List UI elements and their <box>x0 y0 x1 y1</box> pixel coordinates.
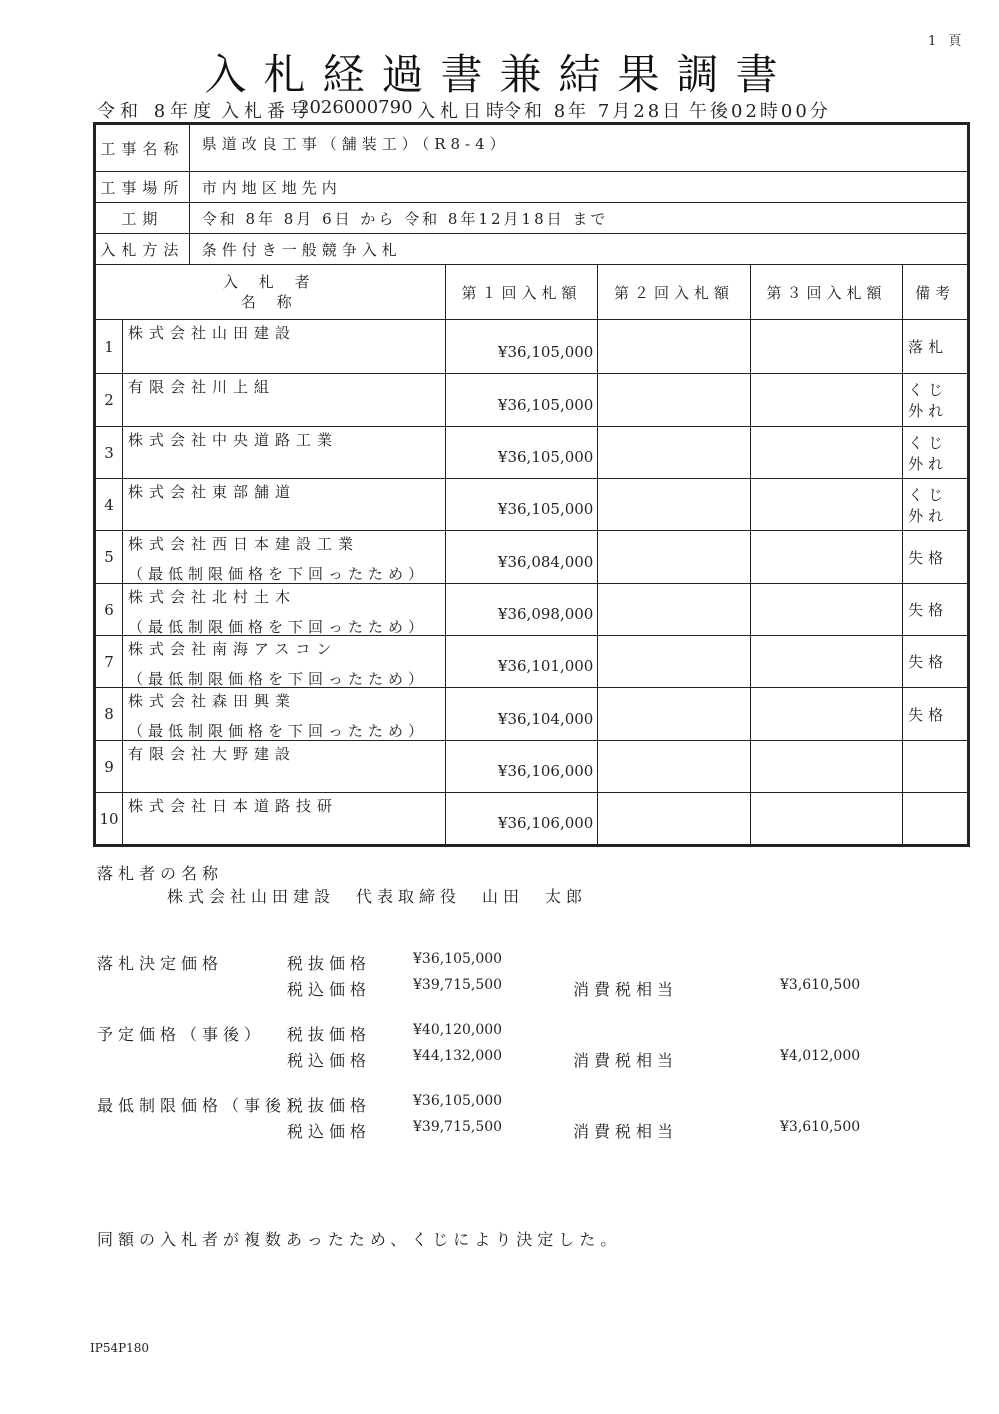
row-number: 5 <box>95 531 123 584</box>
tax-included-value: ¥44,132,000 <box>413 1048 503 1064</box>
remark <box>903 793 969 846</box>
round3-header: 第３回入札額 <box>750 265 902 320</box>
table-row <box>95 427 969 479</box>
round1-amount: ¥36,084,000 <box>445 531 598 584</box>
round1-amount: ¥36,105,000 <box>445 374 598 427</box>
round2-amount <box>598 741 750 793</box>
bidder-name: 株式会社東部舗道 <box>127 483 296 501</box>
meta-value: 県道改良工事（舗装工）（R8-4） <box>189 124 968 172</box>
remark: 落札 <box>903 320 969 374</box>
round2-amount <box>598 688 750 741</box>
page-number: 1 頁 <box>928 34 966 49</box>
remark: 失格 <box>903 531 969 584</box>
tax-excluded-label: 税抜価格 <box>287 1096 372 1115</box>
meta-value: 市内地区地先内 <box>189 172 968 203</box>
round1-amount: ¥36,098,000 <box>445 584 598 636</box>
bidder-name: 株式会社山田建設 <box>127 324 296 342</box>
row-number: 4 <box>95 479 123 531</box>
meta-row-period <box>95 203 969 234</box>
row-number: 8 <box>95 688 123 741</box>
bid-number: 2026000790 <box>298 97 413 118</box>
table-row <box>95 688 969 741</box>
table-row <box>95 741 969 793</box>
meta-label: 入札方法 <box>95 234 190 265</box>
bidder-header <box>95 265 446 320</box>
round3-amount <box>750 741 902 793</box>
page-title: 入札経過書兼結果調書 <box>204 50 795 99</box>
meta-label: 工事場所 <box>95 172 190 203</box>
bidder-header-line1: 入 札 者 <box>223 273 318 291</box>
consumption-tax-value: ¥3,610,500 <box>780 1119 861 1135</box>
bidder-name: 株式会社中央道路工業 <box>127 431 338 449</box>
table-row <box>95 479 969 531</box>
round1-header: 第１回入札額 <box>445 265 598 320</box>
tax-included-label: 税込価格 <box>287 1122 372 1141</box>
round1-amount: ¥36,106,000 <box>445 741 598 793</box>
round3-amount <box>750 320 902 374</box>
bidder-note: （最低制限価格を下回ったため） <box>127 618 428 636</box>
row-number: 10 <box>95 793 123 846</box>
fiscal-year: 令和 8年度 <box>97 101 217 122</box>
round2-amount <box>598 793 750 846</box>
row-number: 3 <box>95 427 123 479</box>
bid-date: 令和 8年 7月28日 <box>503 101 684 122</box>
round3-amount <box>750 531 902 584</box>
row-number: 7 <box>95 636 123 688</box>
row-number: 2 <box>95 374 123 427</box>
bidder-name: 有限会社川上組 <box>127 378 275 396</box>
bidder-name-cell <box>122 688 445 741</box>
round2-amount <box>598 374 750 427</box>
round3-amount <box>750 479 902 531</box>
round1-amount: ¥36,105,000 <box>445 427 598 479</box>
bidder-name-cell <box>122 479 445 531</box>
table-row <box>95 320 969 374</box>
bid-result-table <box>93 122 970 847</box>
bidder-name: 株式会社北村土木 <box>127 588 296 606</box>
price-block-label: 予定価格（事後） <box>97 1025 266 1044</box>
remark: くじ外れ <box>903 427 969 479</box>
table-row <box>95 531 969 584</box>
bid-date-label: 入札日時 <box>417 101 509 122</box>
round3-amount <box>750 584 902 636</box>
remark: 失格 <box>903 636 969 688</box>
round2-amount <box>598 427 750 479</box>
row-number: 1 <box>95 320 123 374</box>
tax-included-label: 税込価格 <box>287 980 372 999</box>
tax-included-value: ¥39,715,500 <box>413 977 503 993</box>
bidder-name-cell <box>122 636 445 688</box>
remark: くじ外れ <box>903 374 969 427</box>
round2-amount <box>598 636 750 688</box>
row-number: 6 <box>95 584 123 636</box>
bidder-name-cell <box>122 531 445 584</box>
table-row <box>95 584 969 636</box>
round1-amount: ¥36,106,000 <box>445 793 598 846</box>
bid-number-label: 入札番号 <box>221 101 313 122</box>
bid-time: 午後02時00分 <box>689 101 831 122</box>
bidder-name-cell <box>122 793 445 846</box>
bidder-name-cell <box>122 320 445 374</box>
bidder-name: 株式会社森田興業 <box>127 692 296 710</box>
round1-amount: ¥36,104,000 <box>445 688 598 741</box>
remark <box>903 741 969 793</box>
consumption-tax-label: 消費税相当 <box>573 1051 679 1070</box>
tax-included-value: ¥39,715,500 <box>413 1119 503 1135</box>
bidder-name-cell <box>122 427 445 479</box>
meta-row-location <box>95 172 969 203</box>
round1-amount: ¥36,101,000 <box>445 636 598 688</box>
round2-amount <box>598 479 750 531</box>
tax-excluded-label: 税抜価格 <box>287 1025 372 1044</box>
consumption-tax-value: ¥3,610,500 <box>780 977 861 993</box>
row-number: 9 <box>95 741 123 793</box>
meta-row-method <box>95 234 969 265</box>
table-row <box>95 374 969 427</box>
consumption-tax-value: ¥4,012,000 <box>780 1048 861 1064</box>
round2-amount <box>598 320 750 374</box>
remark: 失格 <box>903 688 969 741</box>
bidder-name: 有限会社大野建設 <box>127 745 296 763</box>
bidder-note: （最低制限価格を下回ったため） <box>127 670 428 688</box>
consumption-tax-label: 消費税相当 <box>573 980 679 999</box>
table-row <box>95 793 969 846</box>
tax-excluded-value: ¥36,105,000 <box>413 1093 503 1109</box>
round3-amount <box>750 374 902 427</box>
round1-amount: ¥36,105,000 <box>445 320 598 374</box>
remark: くじ外れ <box>903 479 969 531</box>
meta-label: 工事名称 <box>95 124 190 172</box>
meta-value: 令和 8年 8月 6日 から 令和 8年12月18日 まで <box>189 203 968 234</box>
meta-row-project <box>95 124 969 172</box>
table-header-row <box>95 265 969 320</box>
meta-label: 工期 <box>95 203 190 234</box>
round3-amount <box>750 427 902 479</box>
remark: 失格 <box>903 584 969 636</box>
price-block-label: 最低制限価格（事後） <box>97 1096 308 1115</box>
tax-included-label: 税込価格 <box>287 1051 372 1070</box>
remarks-header: 備考 <box>903 265 969 320</box>
bidder-name: 株式会社日本道路技研 <box>127 797 338 815</box>
bidder-name-cell <box>122 741 445 793</box>
form-code: IP54P180 <box>90 1341 150 1355</box>
price-block-label: 落札決定価格 <box>97 954 224 973</box>
bidder-name-cell <box>122 584 445 636</box>
round1-amount: ¥36,105,000 <box>445 479 598 531</box>
bidder-note: （最低制限価格を下回ったため） <box>127 565 428 583</box>
bidder-name: 株式会社西日本建設工業 <box>127 535 359 553</box>
consumption-tax-label: 消費税相当 <box>573 1122 679 1141</box>
winner-value: 株式会社山田建設 代表取締役 山田 太郎 <box>167 887 588 906</box>
note-text: 同額の入札者が複数あったため、くじにより決定した。 <box>97 1230 622 1249</box>
winner-label: 落札者の名称 <box>97 864 224 883</box>
round2-header: 第２回入札額 <box>598 265 750 320</box>
tax-excluded-value: ¥40,120,000 <box>413 1022 503 1038</box>
round2-amount <box>598 531 750 584</box>
bidder-header-line2: 名 称 <box>240 293 300 311</box>
round2-amount <box>598 584 750 636</box>
tax-excluded-label: 税抜価格 <box>287 954 372 973</box>
meta-value: 条件付き一般競争入札 <box>189 234 968 265</box>
table-row <box>95 636 969 688</box>
bidder-name: 株式会社南海アスコン <box>127 640 338 658</box>
tax-excluded-value: ¥36,105,000 <box>413 951 503 967</box>
round3-amount <box>750 636 902 688</box>
round3-amount <box>750 688 902 741</box>
round3-amount <box>750 793 902 846</box>
bidder-note: （最低制限価格を下回ったため） <box>127 722 428 740</box>
bidder-name-cell <box>122 374 445 427</box>
